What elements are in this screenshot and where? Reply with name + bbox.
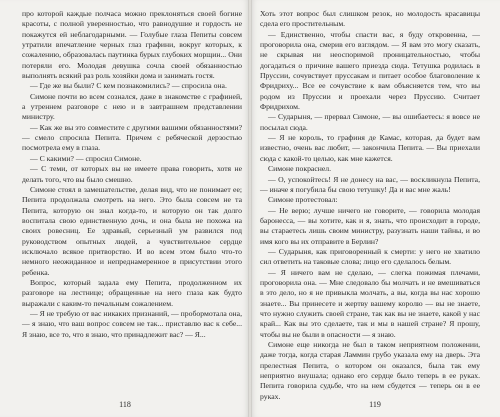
page-number: 119 [369,400,381,409]
paragraph: — Единственно, чтобы спасти вас, я буду откровенна, — проговорила она, смерив его взглядом. — Я вам это могу сказать, не скрывая ни неоспоримой проницательностью, чтобы догадаться о причине вашего приезда сюда. Тетушка родилась в Пруссии, сочувствует пруссакам и питает особое благоволение к Фридриху... Все ее сочувствие к вам объясняется тем, что вы родом из Пруссии и проехали через Пруссию. Считает Фридрихом. [260,29,480,112]
paragraph: — Как же вы это совместите с другими вашими обязанностями? — смело спросила Пепита. Причем с ребяческой дерзостью посмотрела ему в глаза. [22,122,242,153]
paragraph: — Я не требую от вас никаких признаний, — пробормотала она, — я знаю, что ваш вопрос совсем не так... приставлю вас к себе... Я знаю, все то, что я знаю, что принадлежит вас? — Я... [22,308,242,339]
left-page-text [22,9,242,340]
page-number: 118 [119,400,131,409]
paragraph: Симоне почти во всем сознался, даже в знакомстве с графиней, а утреннем разговоре с нею и в завтрашнем представлении министру. [22,91,242,122]
paragraph: про которой каждые полчаса можно преклоняться своей богине красоты, с полной уверенностью, что равнодушие и гордость не покажутся ей неблагодарными. — Голубые глаза Пепиты совсем утратили впечатление черных глаз графини, вокруг которых, к сожалению, образовалась паутинка бурых глубоких морщин... Они потеряли его. Молодая девушка сочла своей обязанностью выполнять всякий раз роль хозяйки дома и занимать гостя. [22,9,242,81]
paragraph: — Где же вы были? С кем познакомились? — спросила она. [30,81,227,91]
paragraph: Симоне покраснел. [268,164,332,174]
paragraph: Вопрос, который задала ему Пепита, продолженном их разговоре на лестнице; обращенные на него глаза как будто выражали с каким-то печальным сожалением. [22,277,242,308]
paragraph: — Сударыня, как приговоренный к смерти: у него не хватило сил ответить на таковые слова; лицо его сделалось белым. [260,246,480,267]
paragraph: — Сударыня, — прервал Симоне, — вы ошибаетесь: я вовсе не посылал сюда. [260,112,480,132]
paragraph: — С теми, от которых вы не имеете права говорить, хотя не делать того, что вы было смешно. [22,164,242,184]
paragraph: Симоне протестовал: [268,195,338,205]
paragraph: — О, успокойтесь! Я не донесу на вас, — воскликнула Пепита, — иначе я погубила бы свою тетушку! Да и вас мне жаль! [260,174,480,194]
right-page [250,0,500,417]
paragraph: Симоне стоял в замешательстве, делая вид, что не понимает ее; Пепита продолжала смотреть на него. Это была совсем не та Пепита, которую он знал когда-то, и которую он так долго воспитала свою единственную дочь, и она была не похожа на своих ровесниц. Ее здравый, серьезный ум развился под руководством опытных людей, а чувствительное сердце исключало всякое притворство. И во всем этом было что-то немного неожиданное и непреднамеренное в присутствии этого ребенка. [22,184,242,277]
paragraph: — Я ничего вам не сделаю, — слегка пожимая плечами, проговорила она. — Мне следовало бы молчать и не вмешиваться в это дело, но я не привыкла молчать, а вы, когда вы нас хорошо знаете... Вы принесете и жертву вашему королю — вы не знаете, что нужно служить своей стране, так как вы не знаете, какой у нас край... Как вы это сделаете, так и мы в нашей стране? Я прошу, чтобы вы не были в опасности — я знаю. [260,267,480,339]
paragraph: — Я не король, то графиня де Камас, которая, да будет вам известно, очень вас любит, — закончила Пепита. — Вы приехали сюда с какой-то целью, как мне кажется. [260,133,480,163]
paragraph: — Не верю; лучше ничего не говорите, — говорила молодая баронесса, — вы хотите, как и я, знать, что происходит в городе, вы стараетесь лишь своим министру, разузнать наши тайны, и во имя кого вы их отправите в Берлин? [260,205,480,246]
right-page-text [260,9,480,402]
book-gutter [248,0,252,417]
paragraph: — С какими? — спросил Симоне. [30,153,142,163]
paragraph: Симоне еще никогда не был в таком неприятном положении, даже тогда, когда старая Ламмин грубо указала ему на дверь. Эта прелестная Пепита, о котором он оказался, была так ему неприятно внушала; однако его сердце было теперь в ее руках. Пепита говорила судьбе, что на нем сбудется — теперь он в ее руках. [260,340,480,401]
paragraph: Хоть этот вопрос был слишком резок, но молодость красавицы сдела его простительным. [260,9,480,29]
